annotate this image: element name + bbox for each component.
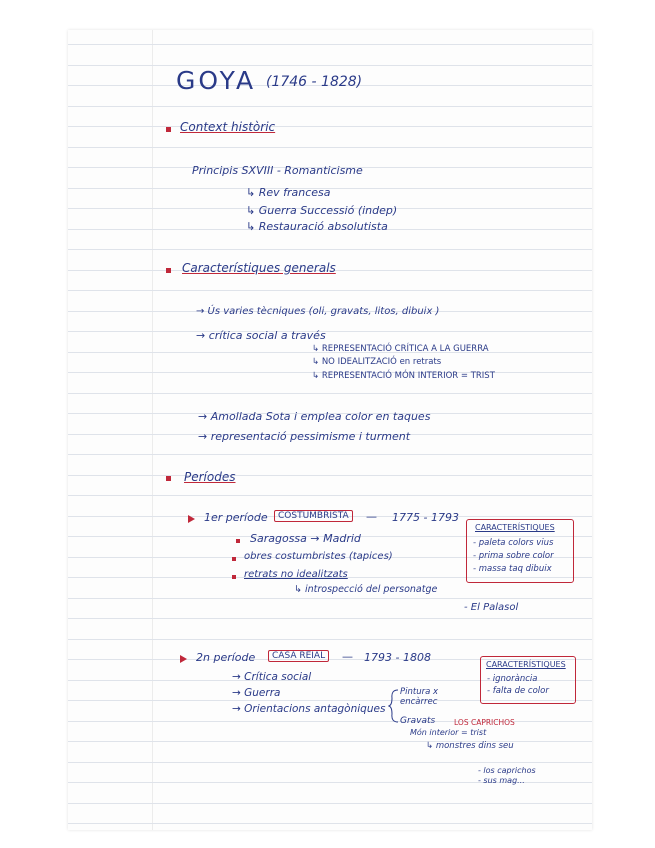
ruled-line [68, 126, 592, 127]
ruled-line [68, 147, 592, 148]
period1-characteristics-box [466, 519, 574, 583]
period2-item: → Orientacions antagòniques [232, 703, 386, 715]
period1-item: Saragossa → Madrid [250, 532, 361, 545]
period2-years: 1793 - 1808 [364, 651, 431, 664]
period2-item: → Crítica social [232, 671, 312, 683]
ruled-line [68, 290, 592, 291]
period1-item: retrats no idealitzats [244, 569, 348, 580]
item-bullet [232, 575, 236, 579]
section-heading-context: Context històric [180, 120, 276, 134]
ruled-line [68, 598, 592, 599]
ruled-line [68, 823, 592, 824]
period-arrow-icon [180, 655, 187, 663]
ruled-line [68, 454, 592, 455]
margin-line [152, 30, 153, 830]
section-bullet [166, 127, 171, 132]
period1-tag: COSTUMBRISTA [274, 510, 353, 522]
feature-sub: ↳ REPRESENTACIÓ CRÍTICA A LA GUERRA [312, 344, 489, 354]
period2-tag: CASA REIAL [268, 650, 329, 662]
box-line: - falta de color [487, 686, 549, 696]
period1-dash: — [366, 510, 377, 523]
period2-branch: Gravats [400, 716, 436, 726]
period2-branch: Món interior = trist [410, 728, 487, 737]
ruled-line [68, 331, 592, 332]
feature-line: → Amollada Sota i emplea color en taques [198, 410, 431, 423]
period2-characteristics-box [480, 656, 576, 704]
period2-item: → Guerra [232, 687, 281, 699]
period2-note: - sus mag... [478, 776, 525, 785]
period1-years: 1775 - 1793 [392, 511, 459, 524]
period1-item: ↳ introspecció del personatge [294, 584, 438, 595]
context-sub: ↳ Restauració absolutista [246, 220, 388, 233]
feature-line: → crítica social a través [196, 329, 326, 342]
item-bullet [236, 539, 240, 543]
title-name: GOYA [176, 66, 257, 95]
box-line: - ignorància [487, 674, 538, 684]
context-sub: ↳ Rev francesa [246, 186, 331, 199]
ruled-line [68, 639, 592, 640]
period1-label: 1er període [204, 511, 268, 524]
ruled-line [68, 618, 592, 619]
context-sub: ↳ Guerra Successió (indep) [246, 204, 398, 217]
title-dates: (1746 - 1828) [266, 74, 363, 90]
box-line: - massa taq dibuix [473, 564, 552, 574]
section-bullet [166, 476, 171, 481]
feature-sub: ↳ REPRESENTACIÓ MÓN INTERIOR = TRIST [312, 371, 495, 381]
box-line: - prima sobre color [473, 551, 554, 561]
context-line: Principis SXVIII - Romanticisme [192, 164, 363, 177]
period2-branch: ↳ monstres dins seu [426, 741, 514, 751]
box-title: CARACTERÍSTIQUES [475, 523, 555, 532]
period2-label: 2n període [196, 651, 256, 664]
period2-branch-red: LOS CAPRICHOS [454, 718, 515, 727]
period2-branch: Pintura x [400, 687, 439, 697]
ruled-line [68, 762, 592, 763]
box-title: CARACTERÍSTIQUES [486, 660, 566, 669]
period2-branch: encàrrec [400, 697, 438, 707]
ruled-line [68, 803, 592, 804]
period2-note: - los caprichos [478, 766, 536, 775]
period1-item: obres costumbristes (tapices) [244, 551, 393, 562]
feature-line: → representació pessimisme i turment [198, 430, 411, 443]
notebook-page [68, 30, 592, 830]
feature-sub: ↳ NO IDEALITZACIÓ en retrats [312, 357, 442, 367]
ruled-line [68, 495, 592, 496]
item-bullet [232, 557, 236, 561]
section-heading-periods: Períodes [184, 470, 236, 484]
brace-icon [388, 688, 400, 724]
ruled-line [68, 475, 592, 476]
ruled-line [68, 65, 592, 66]
ruled-line [68, 106, 592, 107]
section-heading-features: Característiques generals [182, 261, 336, 275]
ruled-line [68, 44, 592, 45]
period2-dash: — [342, 650, 353, 663]
ruled-line [68, 249, 592, 250]
period1-note: - El Palasol [464, 602, 519, 613]
section-bullet [166, 268, 171, 273]
period-arrow-icon [188, 515, 195, 523]
feature-line: → Ús varies tècniques (oli, gravats, litos, dibuix ) [196, 306, 440, 317]
ruled-line [68, 393, 592, 394]
box-line: - paleta colors vius [473, 538, 554, 548]
